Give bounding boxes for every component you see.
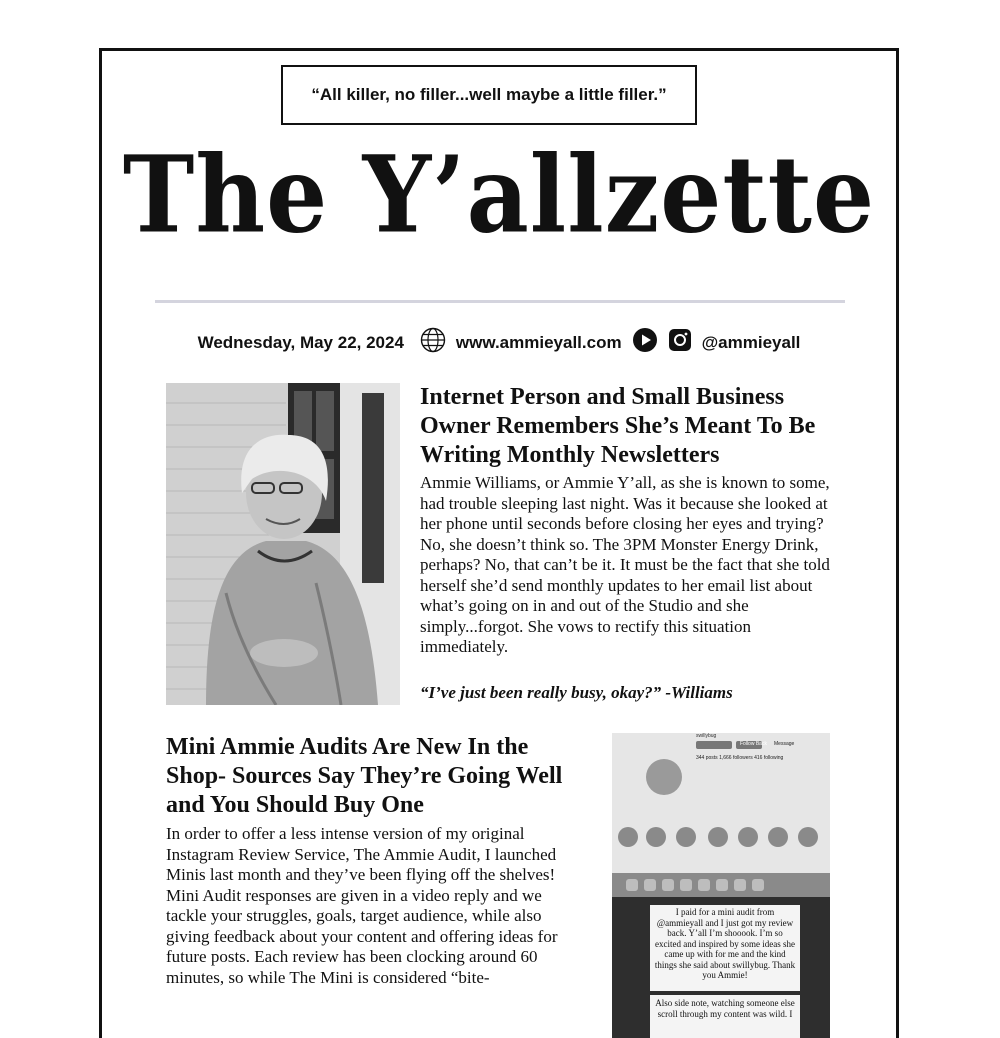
newsletter-page: [99, 48, 899, 1038]
masthead-divider: [155, 300, 845, 303]
follow-back-button: Follow Back: [740, 741, 767, 747]
instagram-icon[interactable]: [668, 328, 692, 357]
message-button: Message: [774, 741, 795, 747]
dateline: [102, 327, 896, 358]
social-handle[interactable]: @ammieyall: [701, 332, 801, 352]
website-link[interactable]: www.ammieyall.com: [455, 332, 622, 352]
tagline-box: “All killer, no filler...well maybe a little filler.”: [281, 65, 697, 125]
globe-icon: [420, 327, 446, 358]
story1-body: Ammie Williams, or Ammie Y’all, as she is known to some, had trouble sleeping last night. Was it because she looked at her phone until seconds before closing her eyes and trying? No, she doesn’t think so. The 3PM Monster Energy Drink, perhaps? No, that can’t be it. It must be the fact that she told herself she’d send monthly updates to her email list about what’s going on in and out of the Studio and she simply...forgot. She vows to rectify this situation immediately.: [420, 473, 830, 656]
testimonial-text-continued: Also side note, watching someone else scroll through my content was wild. I: [655, 998, 795, 1019]
story2-headline: Mini Ammie Audits Are New In the Shop- Sources Say They’re Going Well and You Should Buy One: [166, 734, 563, 818]
testimonial-screenshot-photo: [612, 733, 830, 1038]
profile-name: swillybug: [696, 733, 717, 739]
masthead-title: The Y’allzette: [122, 132, 876, 257]
testimonial-text: I paid for a mini audit from @ammieyall and I just got my review back. Y’all I’m shooook. I’m so excited and inspired by some ideas she came up with for me and the kind things she said about swillybug. Thank you Ammie!: [654, 907, 796, 980]
story1-pull-quote: “I’ve just been really busy, okay?” -Williams: [420, 683, 733, 702]
play-icon[interactable]: [632, 327, 658, 358]
story1-headline: Internet Person and Small Business Owner Remembers She’s Meant To Be Writing Monthly Newsletters: [420, 384, 816, 468]
author-portrait-photo: [166, 383, 400, 705]
story2-body: In order to offer a less intense version of my original Instagram Review Service, The Ammie Audit, I launched Minis last month and they’ve been flying off the shelves! Mini Audit responses are given in a video reply and we tackle your struggles, goals, target audience, while also giving feedback about your content and offering ideas for future posts. Each review has been clocking around 60 minutes, so while The Mini is considered “bite-: [166, 824, 558, 987]
profile-stats: 344 posts 1,666 followers 416 following: [696, 755, 784, 761]
issue-date: Wednesday, May 22, 2024: [197, 332, 404, 352]
